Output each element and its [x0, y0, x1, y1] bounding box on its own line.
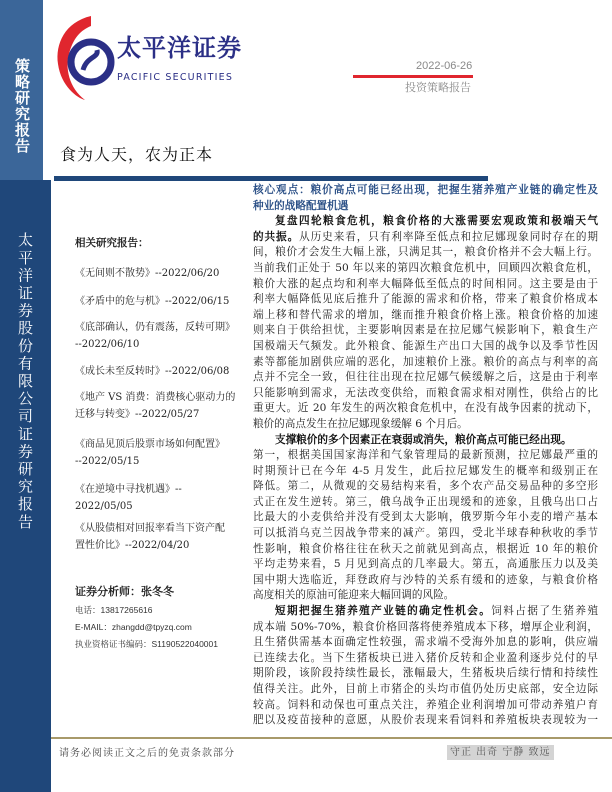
p3-line: 成本端 50%-70%，粮食价格回落将使养殖成本下移，增厚企业利润， — [253, 620, 598, 633]
p2-line: 时期预计已在今年 4-5 月发生，此后拉尼娜发生的概率和级别正在 — [253, 464, 598, 477]
p3-line: 期阶段，该阶段持续性最长，涨幅最大，生猪板块后续行情和持续性 — [253, 667, 598, 680]
p2-line: 比最大的小麦供给并没有受到太大影响，俄罗斯今年小麦的增产基本 — [253, 511, 598, 524]
company-logo — [55, 14, 242, 104]
analyst-name: 证券分析师：张冬冬 — [75, 585, 174, 598]
p1-line: 重更大。近 20 年发生的两次粮食危机中，在没有战争因素的扰动下， — [253, 402, 598, 415]
related-report-item: 《在逆境中寻找机遇》-- — [75, 484, 182, 495]
p1-line — [253, 230, 598, 246]
analyst-license: 执业资格证书编码：S1190522040001 — [75, 639, 218, 649]
p2-line: 式正在发生逆转。第三，俄乌战争正出现缓和的迹象，且俄乌出口占 — [253, 495, 598, 508]
main-content — [253, 183, 598, 729]
p3-line: 值得关注。此外，目前上市猪企的头均市值仍处历史底部，安全边际 — [253, 683, 598, 695]
p1-line: 端上移和替代需求的增加，继而推升粮食价格上涨。粮食价格的加速 — [253, 308, 598, 321]
p2-line: 降低。第二，从微观的交易结构来看，多个农产品交易品种的多空形 — [253, 480, 598, 493]
p2-line: 国中期大选临近，拜登政府与沙特的关系有缓和的迹象，与粮食价格 — [253, 573, 598, 586]
sidebar-bottom-label: 太平洋证券股份有限公司证券研究报告 — [16, 232, 34, 532]
p1-line: 粮价的高点发生在拉尼娜现象缓解 6 个月后。 — [253, 417, 468, 430]
p2-line: 可以抵消乌克兰因战争带来的减产。第四，受北半球春种秋收的季节 — [253, 527, 598, 540]
p3-text: 饲料占据了生猪养殖 — [491, 605, 598, 618]
p1-bold: 复盘四轮粮食危机，粮食价格的大涨需要宏观政策和极端天气 — [275, 215, 598, 228]
p1-lead — [253, 214, 598, 230]
p1-line: 只能影响到需求，无法改变供给，而粮食需求相对刚性，供给占的比 — [253, 386, 598, 399]
p2-line: 性影响，粮食价格往往在秋天之前就见到高点，根据近 10 年的粮价 — [253, 542, 598, 555]
sidebar-gap — [43, 0, 51, 180]
related-report-item: --2022/06/10 — [75, 339, 140, 350]
p1-bold: 的共振。 — [253, 230, 300, 243]
p2-line: 高度相关的原油可能迎来大幅回调的风险。 — [253, 589, 455, 602]
p3-line: 较高。饲料和动保也可重点关注，养殖企业利润增加可带动养殖户育 — [253, 698, 598, 711]
logo-mark-icon — [55, 14, 115, 104]
related-report-item: 《从股债相对回报率看当下资产配 — [75, 523, 225, 534]
disclaimer-note: 请务必阅读正文之后的免责条款部分 — [59, 748, 235, 759]
footer-divider — [51, 737, 612, 739]
p3-lead — [253, 604, 598, 620]
p3-line: 肥以及疫苗接种的意愿，从股价表现来看饲料和养殖板块表现较为一 — [253, 714, 598, 727]
company-motto: 守正 出奇 宁静 致远 — [447, 745, 554, 760]
sidebar-top-label: 策略研究报告 — [13, 58, 31, 154]
p1-text: 从历史来看，只有利率降至低点和拉尼娜现象同时存在的期 — [299, 230, 598, 243]
p1-line: 国极端天气频发。此外粮食、能源生产出口大国的战争以及季节性因 — [253, 339, 598, 352]
core-heading: 核心观点：粮价高点可能已经出现，把握生猪养殖产业链的确定性及 — [253, 184, 598, 196]
related-report-item: 《地产 VS 消费：消费核心驱动力的 — [75, 392, 236, 403]
p2-line: 第一，根据美国国家海洋和气象管理局的最新预测，拉尼娜最严重的 — [253, 449, 598, 462]
related-reports-heading: 相关研究报告： — [75, 237, 149, 249]
p2-bold: 支撑粮价的多个因素正在衰弱或消失，粮价高点可能已经出现。 — [275, 433, 572, 446]
logo-text-en: PACIFIC SECURITIES — [117, 72, 234, 83]
p3-line: 已连续去化。当下生猪板块已进入猪价反转和企业盈利逐步兑付的早 — [253, 651, 598, 664]
related-report-item: 《矛盾中的危与机》--2022/06/15 — [75, 296, 230, 307]
p1-line: 点并不完全一致，但往往出现在拉尼娜气候缓解之后，这是由于利率 — [253, 371, 598, 384]
analyst-phone: 电话：13817265616 — [75, 605, 153, 615]
p1-line: 利率大幅降低见底后推升了能源的需求和价格，带来了粮食价格成本 — [253, 293, 598, 306]
p1-line: 当前我们正处于 50 年以来的第四次粮食危机中，回顾四次粮食危机， — [253, 261, 598, 274]
p2-line: 平均走势来看，5 月见到高点的几率最大。第五，高通胀压力以及美 — [253, 558, 598, 571]
related-report-item: 《无间则不散势》--2022/06/20 — [75, 268, 220, 279]
analyst-email: E-MAIL：zhangdd@tpyzq.com — [75, 622, 192, 632]
report-date: 2022-06-26 — [416, 60, 473, 72]
p2-lead — [253, 433, 598, 449]
related-report-item: 《商品见顶后股票市场如何配置》 — [75, 439, 225, 450]
p1-line: 则来自于供给担忧，主要影响因素是在拉尼娜气候影响下，粮食生产 — [253, 324, 598, 337]
p3-line: 且生猪供需基本面确定性较强，需求端不受海外加息的影响，供应端 — [253, 636, 598, 649]
related-report-item: 《成长未至反转时》--2022/06/08 — [75, 366, 230, 377]
p1-line: 间，粮价才会发生大幅上涨，只满足其一，粮食价格并不会大幅上行。 — [253, 246, 598, 259]
related-report-item: --2022/05/15 — [75, 456, 140, 467]
related-report-item: 迁移与转变》--2022/05/27 — [75, 409, 200, 420]
core-heading: 种业的战略配置机遇 — [253, 199, 349, 212]
related-report-item: 2022/05/05 — [75, 501, 133, 512]
related-report-item: 置性价比》--2022/04/20 — [75, 540, 190, 551]
header-divider — [353, 75, 473, 78]
p1-line: 素等都能加剧供应端的恶化，加速粮价上涨。粮价的高点与利率的高 — [253, 355, 598, 368]
p1-line: 粮价大涨的起点均和利率大幅降低至低点的时间相同。这主要是由于 — [253, 277, 598, 290]
title-divider — [54, 176, 488, 181]
page-title: 食为人天，农为正本 — [60, 145, 214, 164]
report-type: 投资策略报告 — [405, 81, 471, 94]
logo-text-cn: 太平洋证券 — [117, 34, 242, 62]
p3-bold: 短期把握生猪养殖产业链的确定性机会。 — [275, 605, 492, 618]
related-report-item: 《底部确认，仍有震荡，反转可期》 — [75, 322, 235, 333]
